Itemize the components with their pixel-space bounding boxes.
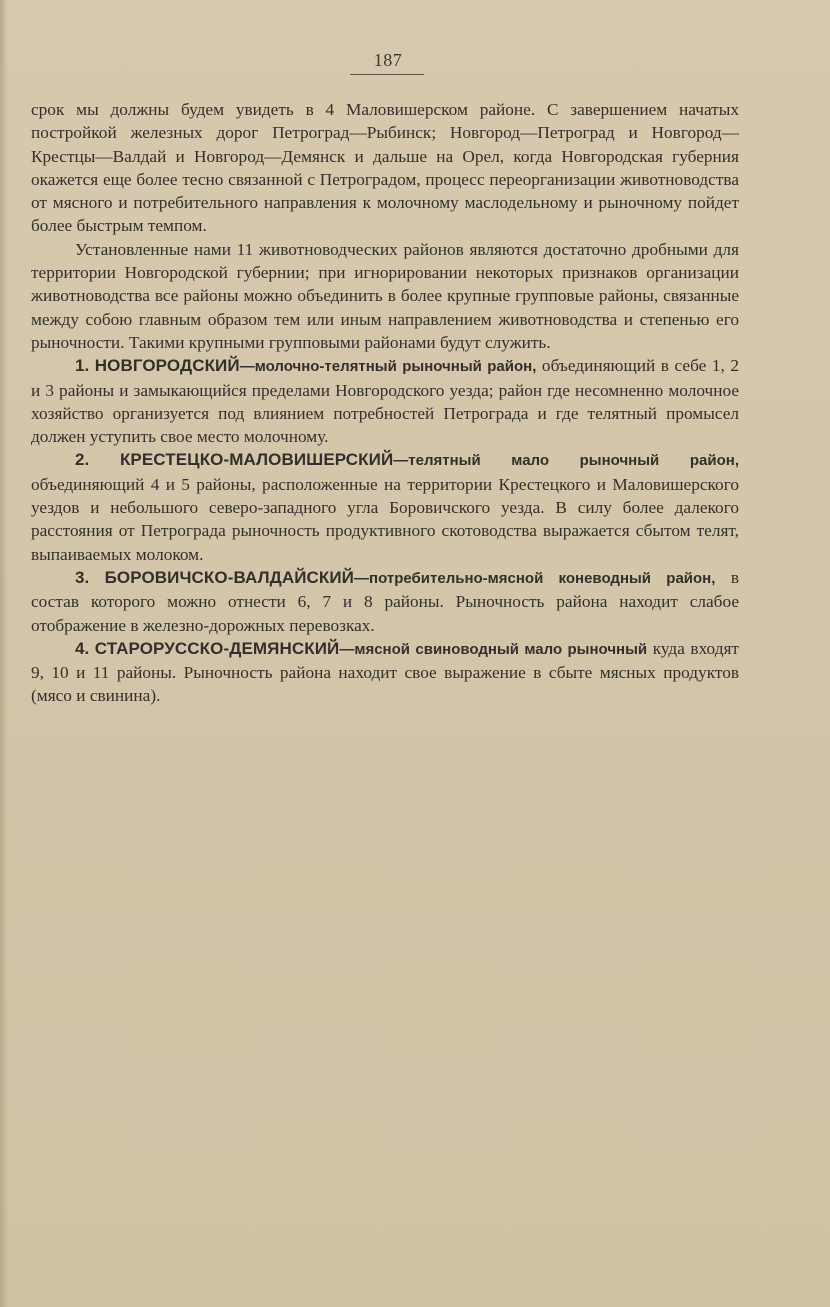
list-item-description: —мясной свиноводный мало рыночный [339, 640, 648, 658]
paragraph-districts: Установленные нами 11 животноводческих районов являются достаточно дробными для территории Новгородской губернии; при игнорировании некоторых признаков организации животноводства все районы можно объединить в более крупные групповые районы, связанные между собою главным образом тем или иным направлением животноводства и степенью его рыночности. Такими крупными групповыми районами будут служить. [31, 239, 739, 352]
paragraph-intro-continuation: срок мы должны будем увидеть в 4 Маловишерском районе. С завершением начатых постройкой железных дорог Петроград—Рыбинск; Новгород—Петроград и Новгород—Крестцы—Валдай и Новгород—Демянск и дальше на Орел, когда Новгородская губерния окажется еще более тесно связанной с Петроградом, процесс переорганизации животноводства от мясного и потребительного направления к молочному маслодельному и рыночному пойдет более быстрым темпом. [31, 100, 739, 236]
list-item-starorussko-demyansky [31, 637, 739, 708]
list-item-novgorodsky [31, 354, 739, 448]
list-item-heading: БОРОВИЧСКО-ВАЛДАЙСКИЙ [104, 567, 355, 587]
list-item-heading: СТАРОРУССКО-ДЕМЯНСКИЙ [94, 638, 340, 658]
page-number-rule [350, 74, 424, 75]
list-item-text: объединяющий 4 и 5 районы, расположенные на территории Крестецкого и Маловишерского уездов и небольшого северо-западного угла Боровичского уезда. В силу более далекого расстояния от Петрограда рыночность продуктивного скотоводства выражается сбытом телят, выпаиваемых молоком. [31, 474, 739, 564]
list-item-heading: НОВГОРОДСКИЙ [94, 356, 240, 376]
list-item-text: куда входят 9, 10 и 11 районы. Рыночность района находит свое выражение в сбыте мясных продуктов (мясо и свинина). [31, 638, 739, 706]
list-item-description: —потребительно-мясной коневодный район, [354, 569, 716, 587]
list-item-description: —телятный мало рыночный район, [393, 452, 739, 470]
list-item-description: —молочно-телятный рыночный район, [239, 358, 537, 376]
page-edge-shadow [0, 0, 8, 1307]
list-item-number: 4. [75, 638, 90, 658]
list-item-krestetsko-malovishersky [31, 448, 739, 565]
page-number: 187 [373, 50, 403, 70]
list-item-number: 2. [75, 450, 90, 470]
list-item-text: объединяющий в себе 1, 2 и 3 районы и замыкающийся пределами Новгородского уезда; район где несомненно молочное хозяйство организуется под влиянием потребностей Петрограда и где телятный промысел должен уступить свое место молочному. [31, 356, 740, 447]
body-text [31, 98, 739, 708]
list-item-number: 3. [75, 567, 90, 587]
list-item-number: 1. [75, 356, 90, 376]
list-item-text: в состав которого можно отнести 6, 7 и 8 районы. Рыночность района находит слабое отображение в железно-дорожных перевозках. [31, 567, 739, 635]
list-item-borovichsko-valdaisky [31, 566, 739, 637]
list-item-heading: КРЕСТЕЦКО-МАЛОВИШЕРСКИЙ [119, 450, 394, 470]
